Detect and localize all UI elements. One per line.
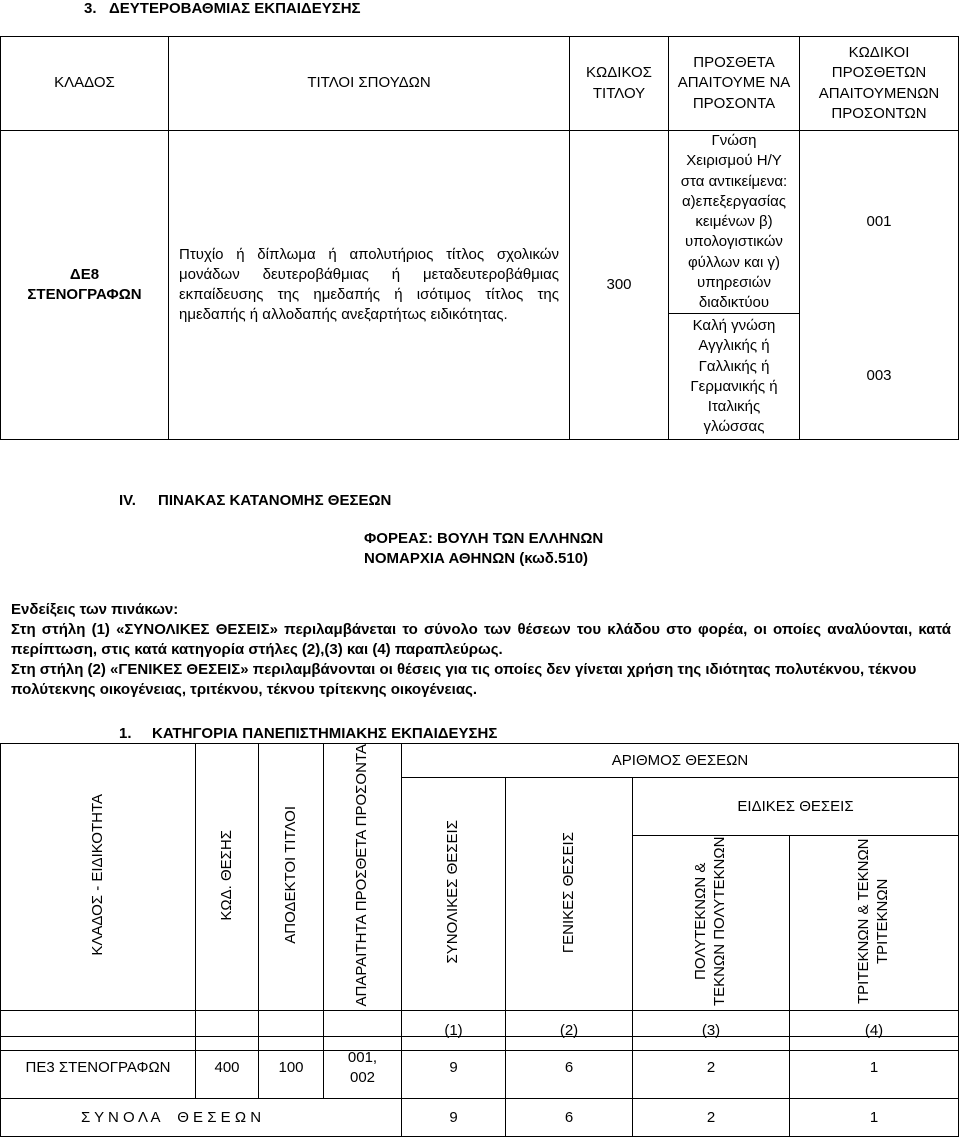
header-titloi: ΤΙΤΛΟΙ ΣΠΟΥΔΩΝ: [169, 37, 570, 131]
kodikos-prosonta-2: 003: [800, 314, 959, 440]
positions-header-table: [0, 743, 959, 1051]
row-c2: 6: [506, 1037, 633, 1099]
col-kod: ΚΩΔ. ΘΕΣΗΣ: [196, 744, 259, 1011]
klados-cell: ΔΕ8 ΣΤΕΝΟΓΡΑΦΩΝ: [1, 131, 169, 440]
category-num: 1.: [119, 725, 132, 742]
row-c4: 1: [790, 1037, 959, 1099]
row-titloi: 100: [259, 1037, 324, 1099]
colnum-2: (2): [506, 1011, 633, 1051]
header-kodikoi: ΚΩΔΙΚΟΙ ΠΡΟΣΘΕΤΩΝ ΑΠΑΙΤΟΥΜΕΝΩΝ ΠΡΟΣΟΝΤΩΝ: [800, 37, 959, 131]
eidikes-theseis: ΕΙΔΙΚΕΣ ΘΕΣΕΙΣ: [633, 778, 959, 836]
section-title: 3. ΔΕΥΤΕΡΟΒΑΘΜΙΑΣ ΕΚΠΑΙΔΕΥΣΗΣ: [84, 0, 361, 17]
total-row: [1, 1099, 959, 1137]
col-klados: ΚΛΑΔΟΣ - ΕΙΔΙΚΟΤΗΤΑ: [1, 744, 196, 1011]
total-c2: 6: [506, 1099, 633, 1137]
notes-p1: Στη στήλη (1) «ΣΥΝΟΛΙΚΕΣ ΘΕΣΕΙΣ» περιλαμβάνεται το σύνολο των θέσεων του κλάδου στο φορέα, οι οποίες αναλύονται, κατά περίπτωση, στις κατά κατηγορία στήλες (2),(3) και (4) παραπλεύρως.: [11, 621, 951, 658]
notes-heading: Ενδείξεις των πινάκων:: [11, 601, 179, 618]
titles-table: [0, 36, 959, 440]
section-num: IV.: [119, 492, 136, 509]
col-synolikes: ΣΥΝΟΛΙΚΕΣ ΘΕΣΕΙΣ: [402, 778, 506, 1011]
col-genikes: ΓΕΝΙΚΕΣ ΘΕΣΕΙΣ: [506, 778, 633, 1011]
notes: [11, 600, 951, 700]
kodikos-prosonta-1: 001: [800, 131, 959, 314]
header-prosonta: ΠΡΟΣΘΕΤΑ ΑΠΑΙΤΟΥΜΕ ΝΑ ΠΡΟΣΟΝΤΑ: [669, 37, 800, 131]
header-kodikos: ΚΩΔΙΚΟΣ ΤΙΤΛΟΥ: [570, 37, 669, 131]
col-titloi: ΑΠΟΔΕΚΤΟΙ ΤΙΤΛΟΙ: [259, 744, 324, 1011]
col-prosonta: ΑΠΑΡΑΙΤΗΤΑ ΠΡΟΣΘΕΤΑ ΠΡΟΣΟΝΤΑ: [324, 744, 402, 1011]
colnum-3: (3): [633, 1011, 790, 1051]
row-prosonta: 001, 002: [324, 1037, 402, 1099]
table-row: [1, 1037, 959, 1099]
section-title-iv: ΠΙΝΑΚΑΣ ΚΑΤΑΝΟΜΗΣ ΘΕΣΕΩΝ: [158, 492, 392, 509]
col-triteknon: ΤΡΙΤΕΚΝΩΝ & ΤΕΚΝΩΝ ΤΡΙΤΕΚΝΩΝ: [790, 836, 959, 1011]
total-c4: 1: [790, 1099, 959, 1137]
category-title: ΚΑΤΗΓΟΡΙΑ ΠΑΝΕΠΙΣΤΗΜΙΑΚΗΣ ΕΚΠΑΙΔΕΥΣΗΣ: [152, 725, 498, 742]
row-klados: ΠΕ3 ΣΤΕΝΟΓΡΑΦΩΝ: [1, 1037, 196, 1099]
prosonta-cell-2: Καλή γνώση Αγγλικής ή Γαλλικής ή Γερμανικής ή Ιταλικής γλώσσας: [669, 314, 800, 440]
arithmos-theseon: ΑΡΙΘΜΟΣ ΘΕΣΕΩΝ: [402, 744, 959, 778]
positions-data-table: [0, 1036, 959, 1137]
header-klados: ΚΛΑΔΟΣ: [1, 37, 169, 131]
colnum-1: (1): [402, 1011, 506, 1051]
total-label: Σ Υ Ν Ο Λ Α Θ Ε Σ Ε Ω Ν: [1, 1099, 402, 1137]
nomarxia: ΝΟΜΑΡΧΙΑ ΑΘΗΝΩΝ (κωδ.510): [364, 550, 589, 567]
kodikos-cell: 300: [570, 131, 669, 440]
titloi-cell: Πτυχίο ή δίπλωμα ή απολυτήριος τίτλος σχολικών μονάδων δευτεροβάθμιας ή μεταδευτεροβάθμιας εκπαίδευσης της ημεδαπής ή ισότιμος τίτλος της ημεδαπής ή αλλοδαπής ανεξαρτήτως ειδικότητας.: [169, 131, 570, 440]
notes-p2: Στη στήλη (2) «ΓΕΝΙΚΕΣ ΘΕΣΕΙΣ» περιλαμβάνονται οι θέσεις για τις οποίες δεν γίνεται χρήση της ιδιότητας πολυτέκνου, τέκνου πολύτεκνης οικογένειας, τριτέκνου, τέκνου τρίτεκνης οικογένειας.: [11, 661, 917, 698]
colnum-4: (4): [790, 1011, 959, 1051]
col-polyteknon: ΠΟΛΥΤΕΚΝΩΝ & ΤΕΚΝΩΝ ΠΟΛΥΤΕΚΝΩΝ: [633, 836, 790, 1011]
row-c1: 9: [402, 1037, 506, 1099]
total-c1: 9: [402, 1099, 506, 1137]
row-kod: 400: [196, 1037, 259, 1099]
foreas: ΦΟΡΕΑΣ: ΒΟΥΛΗ ΤΩΝ ΕΛΛΗΝΩΝ: [364, 530, 604, 547]
total-c3: 2: [633, 1099, 790, 1137]
prosonta-cell-1: Γνώση Χειρισμού Η/Υ στα αντικείμενα: α)επεξεργασίας κειμένων β) υπολογιστικών φύλλων και γ) υπηρεσιών διαδικτύου: [669, 131, 800, 314]
row-c3: 2: [633, 1037, 790, 1099]
